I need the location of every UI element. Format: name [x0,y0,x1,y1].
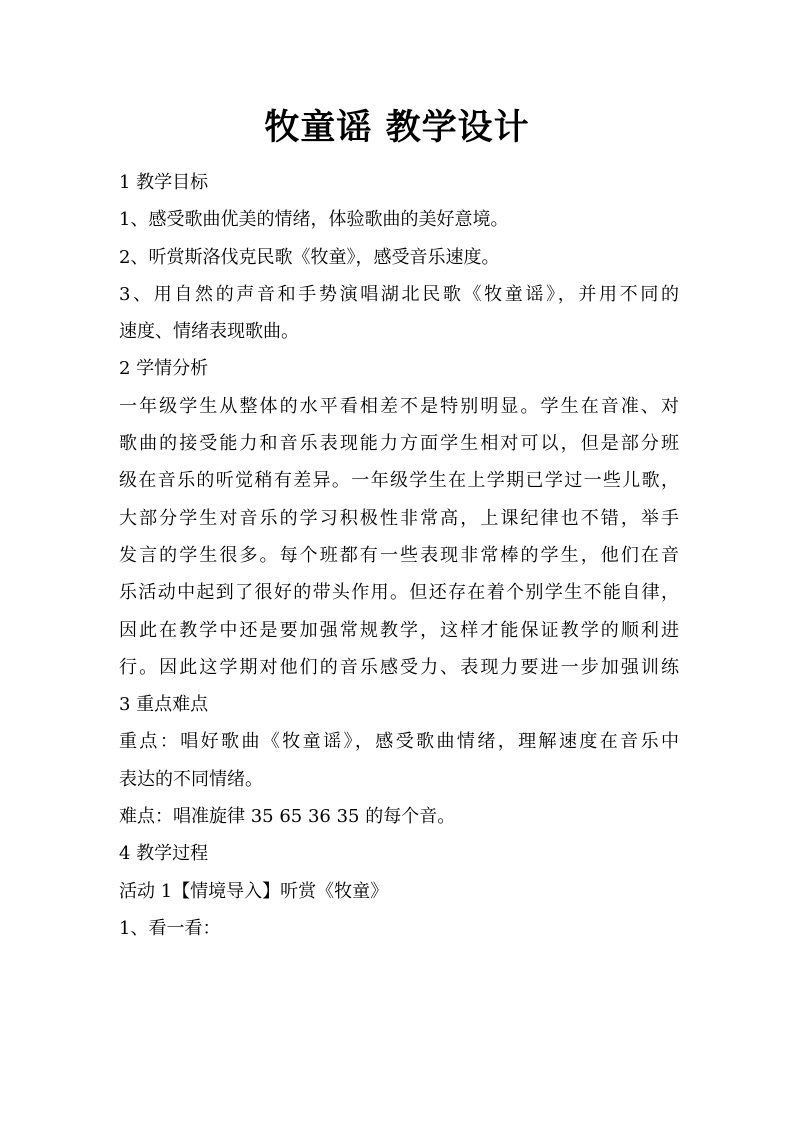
analysis-paragraph-line: 一年级学生从整体的水平看相差不是特别明显。学生在音准、对 [119,395,679,417]
analysis-paragraph-line: 乐活动中起到了很好的带头作用。但还存在着个别学生不能自律， [119,582,679,604]
analysis-paragraph-line: 发言的学生很多。每个班都有一些表现非常棒的学生，他们在音 [119,544,679,566]
document-body [119,164,679,947]
difficult-point-text: 难点：唱准旋律 35 65 36 35 的每个音。 [119,806,456,828]
section-heading-process: 4 教学过程 [119,843,209,865]
key-point-text: 重点：唱好歌曲《牧童谣》，感受歌曲情绪，理解速度在音乐中 [119,731,679,753]
activity-1-heading: 活动 1【情境导入】听赏《牧童》 [119,880,389,902]
objective-item-3-continued: 速度、情绪表现歌曲。 [119,321,299,343]
objective-item-3: 3、用自然的声音和手势演唱湖北民歌《牧童谣》，并用不同的 [119,283,679,305]
objective-item-2: 2、听赏斯洛伐克民歌《牧童》，感受音乐速度。 [119,246,500,268]
section-heading-analysis: 2 学情分析 [119,358,209,380]
section-heading-objectives: 1 教学目标 [119,172,209,193]
analysis-paragraph-line: 因此在教学中还是要加强常规教学，这样才能保证教学的顺利进 [119,619,679,641]
activity-1-step-1: 1、看一看： [119,917,221,939]
document-title: 牧童谣 教学设计 [264,107,530,148]
analysis-paragraph-line: 级在音乐的听觉稍有差异。一年级学生在上学期已学过一些儿歌， [119,470,679,492]
analysis-paragraph-line: 行。因此这学期对他们的音乐感受力、表现力要进一步加强训练 [119,656,679,678]
analysis-paragraph-line: 大部分学生对音乐的学习积极性非常高，上课纪律也不错，举手 [119,507,679,529]
section-heading-key-points: 3 重点难点 [119,694,209,716]
objective-item-1: 1、感受歌曲优美的情绪，体验歌曲的美好意境。 [119,209,509,231]
key-point-text-continued: 表达的不同情绪。 [119,768,263,790]
analysis-paragraph-line: 歌曲的接受能力和音乐表现能力方面学生相对可以，但是部分班 [119,433,679,455]
